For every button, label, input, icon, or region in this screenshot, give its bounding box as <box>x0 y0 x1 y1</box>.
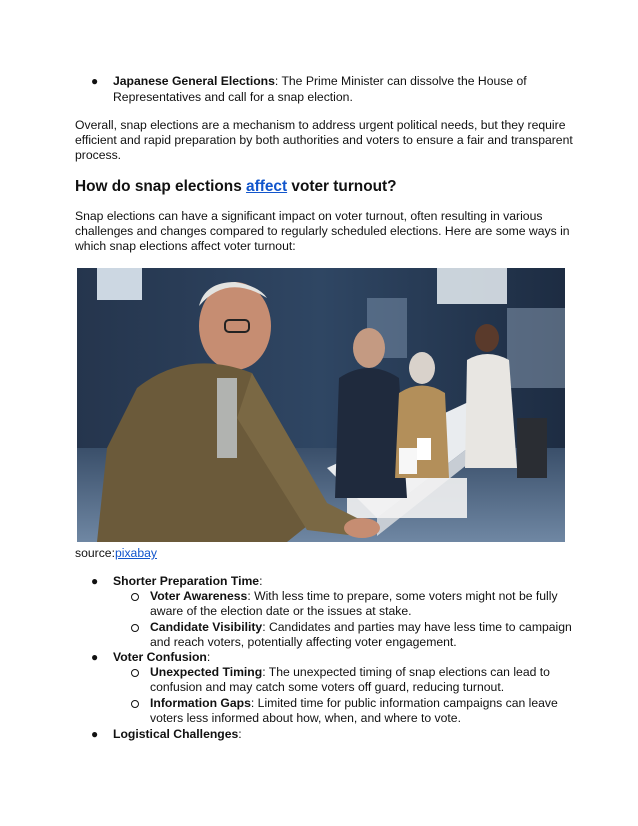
sub-bullet-circle <box>131 669 139 677</box>
turnout-paragraph-line3: which snap elections affect voter turnout: <box>75 239 296 253</box>
bullet-dot: ● <box>91 74 99 88</box>
sub-bullet-circle <box>131 624 139 632</box>
overall-paragraph-line3: process. <box>75 148 122 162</box>
intro-bullet-line2: Representatives and call for a snap election. <box>113 90 353 104</box>
list-item-2-sub-2-line1: Information Gaps: Limited time for public information campaigns can leave <box>150 696 558 710</box>
list-item-3: Logistical Challenges: <box>113 727 242 741</box>
list-item-2-sub-2-line2: voters less informed about how, when, and where to vote. <box>150 711 461 725</box>
overall-paragraph-line2: efficient and rapid preparation by both authorities and voters to ensure a fair and transparent <box>75 133 573 147</box>
bullet-dot: ● <box>91 574 99 588</box>
turnout-paragraph-line1: Snap elections can have a significant impact on voter turnout, often resulting in various <box>75 209 543 223</box>
image-source: source:pixabay <box>75 546 157 560</box>
section-heading: How do snap elections affect voter turnout? <box>75 178 397 195</box>
list-item-1: Shorter Preparation Time: <box>113 574 263 588</box>
bullet-dot: ● <box>91 727 99 741</box>
voting-photo-illustration <box>77 268 565 542</box>
list-item-1-sub-1-line2: aware of the election date or the issues at stake. <box>150 604 412 618</box>
bullet-dot: ● <box>91 650 99 664</box>
sub-bullet-circle <box>131 593 139 601</box>
list-item-2: Voter Confusion: <box>113 650 211 664</box>
sub-bullet-circle <box>131 700 139 708</box>
list-item-1-sub-2-line1: Candidate Visibility: Candidates and parties may have less time to campaign <box>150 620 572 634</box>
turnout-paragraph-line2: challenges and changes compared to regularly scheduled elections. Here are some ways in <box>75 224 570 238</box>
pixabay-link[interactable]: pixabay <box>114 546 157 560</box>
list-item-1-sub-2-line2: and reach voters, potentially affecting voter engagement. <box>150 635 457 649</box>
list-item-1-sub-1-line1: Voter Awareness: With less time to prepare, some voters might not be fully <box>150 589 558 603</box>
list-item-2-sub-1-line2: confusion and may catch some voters off guard, reducing turnout. <box>150 680 505 694</box>
voting-photo <box>77 268 565 542</box>
affect-link[interactable]: affect <box>246 178 288 195</box>
list-item-2-sub-1-line1: Unexpected Timing: The unexpected timing of snap elections can lead to <box>150 665 550 679</box>
intro-bullet-line1: Japanese General Elections: The Prime Minister can dissolve the House of <box>113 74 527 88</box>
intro-bullet-label: Japanese General Elections <box>113 74 275 88</box>
overall-paragraph-line1: Overall, snap elections are a mechanism to address urgent political needs, but they require <box>75 118 566 132</box>
